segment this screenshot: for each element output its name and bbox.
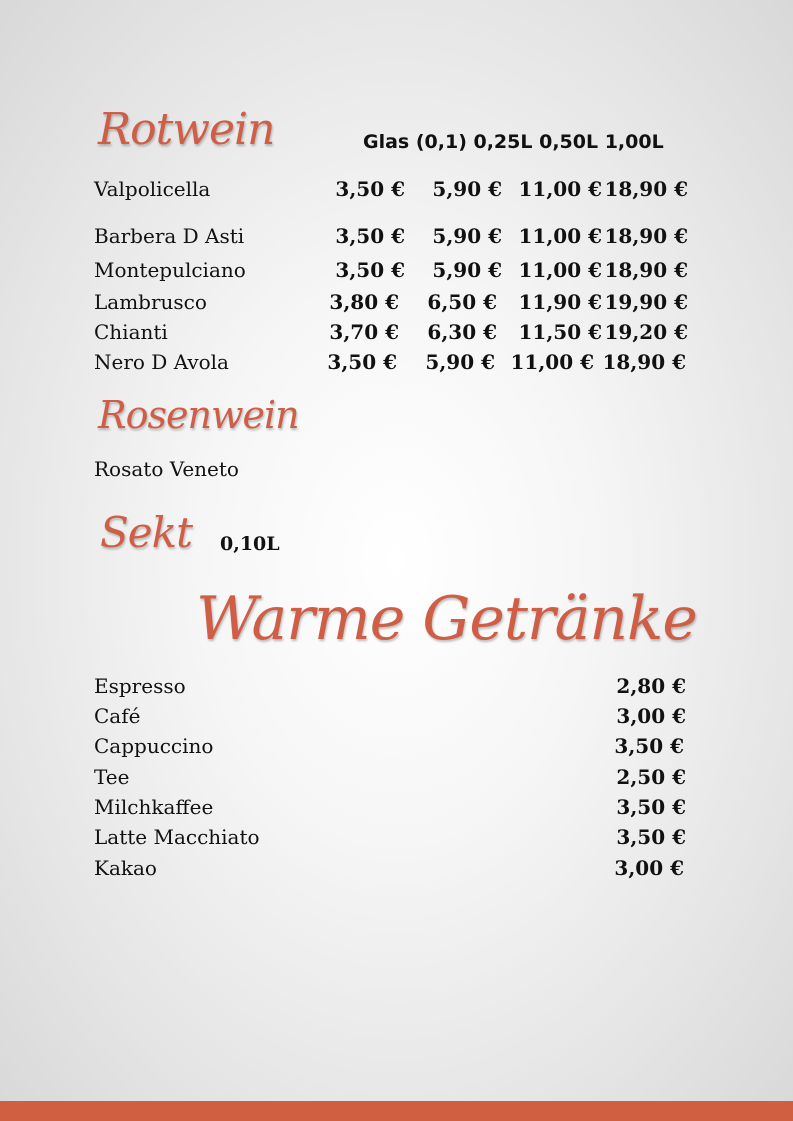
price-025: 5,90 € xyxy=(432,177,502,201)
price-050: 11,50 € xyxy=(518,320,602,344)
item-name: Lambrusco xyxy=(94,290,207,314)
price-025: 5,90 € xyxy=(425,350,495,374)
price-100: 18,90 € xyxy=(602,350,686,374)
price-050: 11,00 € xyxy=(518,258,602,282)
warme-getraenke-heading: Warme Getränke xyxy=(196,584,697,654)
item-price: 2,50 € xyxy=(616,765,686,789)
item-price: 2,80 € xyxy=(616,674,686,698)
price-100: 18,90 € xyxy=(604,258,688,282)
price-025: 5,90 € xyxy=(432,258,502,282)
item-name: Valpolicella xyxy=(94,177,211,201)
price-100: 19,20 € xyxy=(604,320,688,344)
sekt-heading: Sekt xyxy=(100,508,192,557)
item-name: Tee xyxy=(94,765,130,789)
price-glas: 3,50 € xyxy=(335,177,405,201)
item-name: Cappuccino xyxy=(94,734,214,758)
item-name: Barbera D Asti xyxy=(94,224,245,248)
menu-row-cafe xyxy=(94,704,686,730)
price-glas: 3,80 € xyxy=(329,290,399,314)
menu-row-lambrusco xyxy=(94,290,694,316)
menu-row-milchkaffee xyxy=(94,795,686,821)
price-100: 18,90 € xyxy=(604,224,688,248)
menu-row-nero-d-avola xyxy=(94,350,694,376)
menu-row-barbera xyxy=(94,224,694,250)
price-025: 6,30 € xyxy=(427,320,497,344)
rotwein-heading: Rotwein xyxy=(98,104,275,155)
item-price: 3,00 € xyxy=(616,704,686,728)
menu-row-valpolicella xyxy=(94,177,694,203)
item-name: Nero D Avola xyxy=(94,350,229,374)
rosato-veneto-item: Rosato Veneto xyxy=(94,457,239,481)
item-price: 3,50 € xyxy=(614,734,684,758)
price-050: 11,00 € xyxy=(518,177,602,201)
bottom-accent-bar xyxy=(0,1101,793,1121)
item-name: Chianti xyxy=(94,320,168,344)
menu-row-tee xyxy=(94,765,686,791)
price-100: 19,90 € xyxy=(604,290,688,314)
menu-row-espresso xyxy=(94,674,686,700)
price-glas: 3,50 € xyxy=(327,350,397,374)
price-050: 11,00 € xyxy=(510,350,594,374)
item-name: Espresso xyxy=(94,674,186,698)
price-025: 5,90 € xyxy=(432,224,502,248)
item-price: 3,50 € xyxy=(616,795,686,819)
sekt-size-label: 0,10L xyxy=(220,533,280,555)
item-name: Café xyxy=(94,704,141,728)
price-025: 6,50 € xyxy=(427,290,497,314)
menu-row-montepulciano xyxy=(94,258,694,284)
item-name: Latte Macchiato xyxy=(94,825,260,849)
price-100: 18,90 € xyxy=(604,177,688,201)
price-glas: 3,50 € xyxy=(335,224,405,248)
price-050: 11,00 € xyxy=(518,224,602,248)
item-price: 3,50 € xyxy=(616,825,686,849)
rotwein-column-header: Glas (0,1) 0,25L 0,50L 1,00L xyxy=(363,131,664,153)
price-glas: 3,70 € xyxy=(329,320,399,344)
item-name: Montepulciano xyxy=(94,258,246,282)
menu-row-latte-macchiato xyxy=(94,825,686,851)
rosenwein-heading: Rosenwein xyxy=(98,393,299,437)
price-050: 11,90 € xyxy=(518,290,602,314)
item-name: Milchkaffee xyxy=(94,795,214,819)
item-price: 3,00 € xyxy=(614,856,684,880)
menu-row-kakao xyxy=(94,856,686,882)
menu-row-chianti xyxy=(94,320,694,346)
price-glas: 3,50 € xyxy=(335,258,405,282)
item-name: Kakao xyxy=(94,856,157,880)
menu-row-cappuccino xyxy=(94,734,686,760)
